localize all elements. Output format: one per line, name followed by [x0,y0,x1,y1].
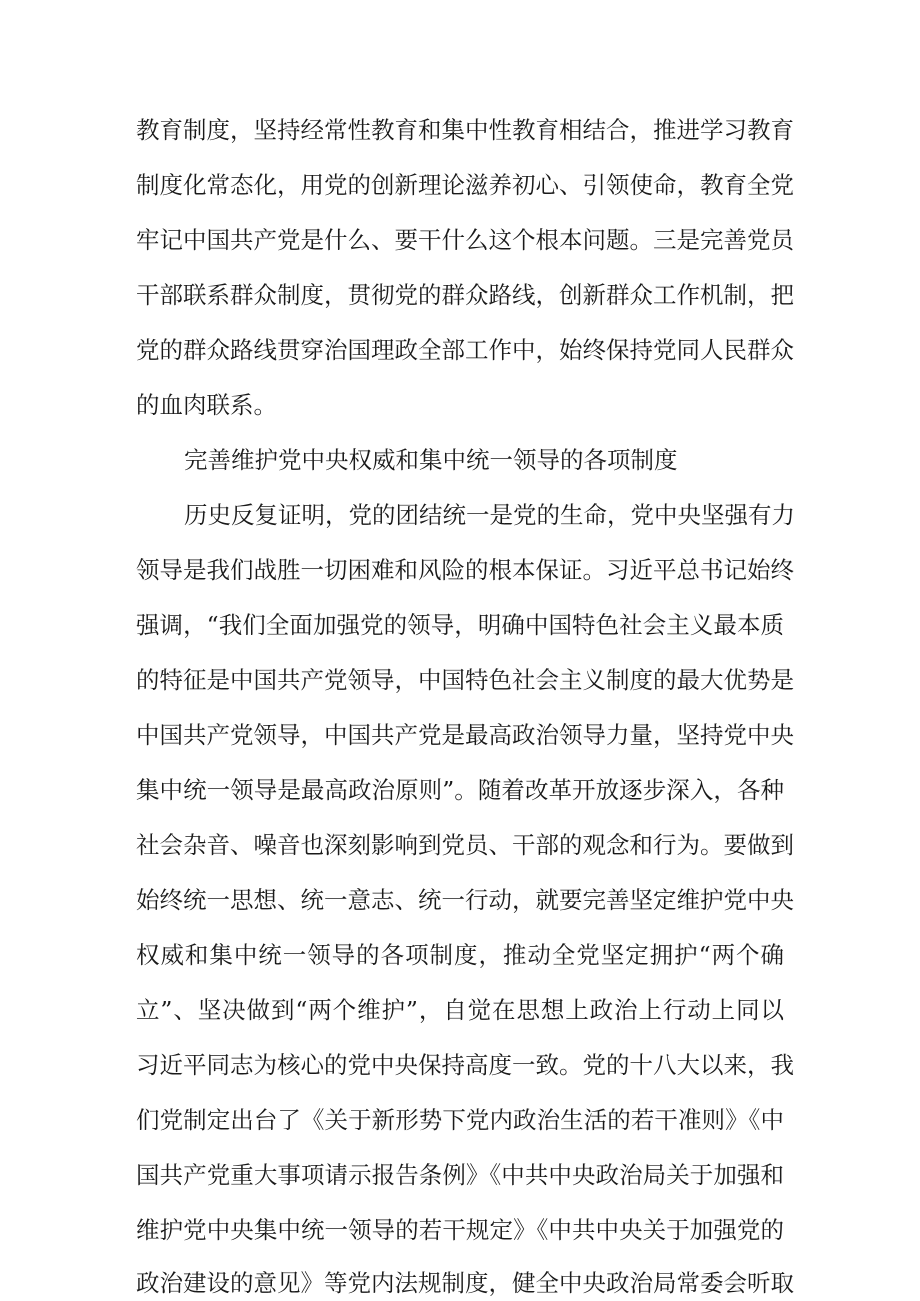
paragraph-line: 历史反复证明，党的团结统一是党的生命，党中央坚强有力 [184,501,795,529]
paragraph-line: 的血肉联系。 [136,391,277,419]
paragraph-line: 权威和集中统一领导的各项制度，推动全党坚定拥护“两个确 [136,941,784,969]
paragraph-line: 政治建设的意见》等党内法规制度，健全中央政治局常委会听取 [136,1269,794,1297]
paragraph-line: 集中统一领导是最高政治原则”。随着改革开放逐步深入，各种 [136,776,784,804]
paragraph-line: 的特征是中国共产党领导，中国特色社会主义制度的最大优势是 [136,666,794,694]
paragraph-line: 习近平同志为核心的党中央保持高度一致。党的十八大以来，我 [136,1051,794,1079]
paragraph-line: 社会杂音、噪音也深刻影响到党员、干部的观念和行为。要做到 [136,831,794,859]
section-heading: 完善维护党中央权威和集中统一领导的各项制度 [184,446,678,474]
paragraph-line: 强调，“我们全面加强党的领导，明确中国特色社会主义最本质 [136,611,784,639]
paragraph-line: 始终统一思想、统一意志、统一行动，就要完善坚定维护党中央 [136,886,794,914]
paragraph-line: 维护党中央集中统一领导的若干规定》《中共中央关于加强党的 [136,1216,784,1244]
paragraph-line: 教育制度，坚持经常性教育和集中性教育相结合，推进学习教育 [136,116,794,144]
paragraph-line: 国共产党重大事项请示报告条例》《中共中央政治局关于加强和 [136,1161,784,1189]
paragraph-line: 党的群众路线贯穿治国理政全部工作中，始终保持党同人民群众 [136,336,794,364]
paragraph-line: 中国共产党领导，中国共产党是最高政治领导力量，坚持党中央 [136,721,794,749]
paragraph-line: 牢记中国共产党是什么、要干什么这个根本问题。三是完善党员 [136,226,794,254]
paragraph-line: 制度化常态化，用党的创新理论滋养初心、引领使命，教育全党 [136,171,794,199]
paragraph-line: 们党制定出台了《关于新形势下党内政治生活的若干准则》《中 [136,1106,784,1134]
paragraph-line: 立”、坚决做到“两个维护”，自觉在思想上政治上行动上同以 [136,996,784,1024]
paragraph-line: 干部联系群众制度，贯彻党的群众路线，创新群众工作机制，把 [136,281,794,309]
paragraph-line: 领导是我们战胜一切困难和风险的根本保证。习近平总书记始终 [136,556,794,584]
